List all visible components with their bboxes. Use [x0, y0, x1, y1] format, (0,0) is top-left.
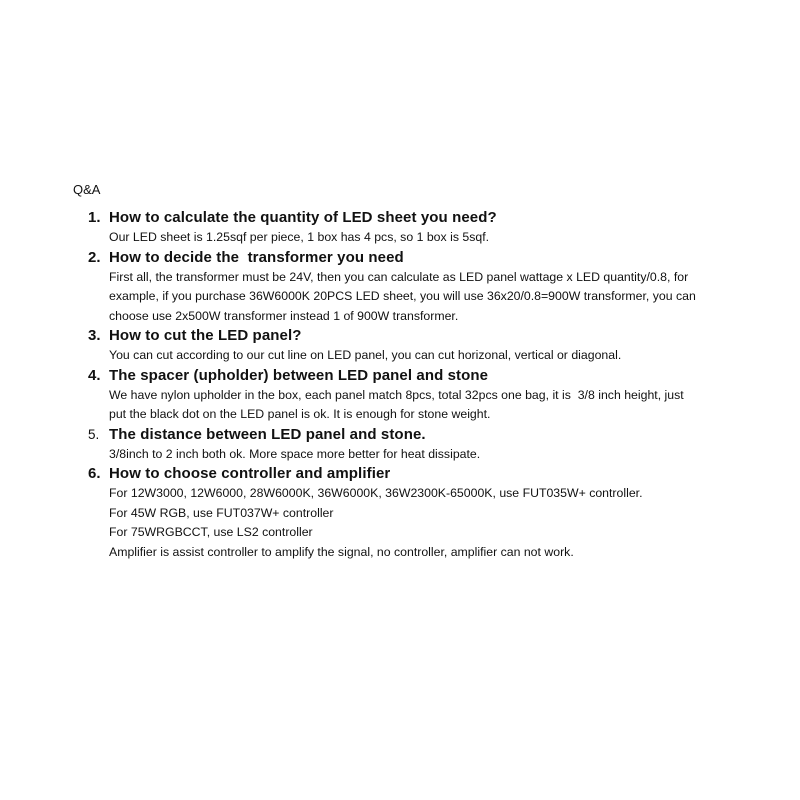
answer-text	[109, 228, 788, 248]
answer-text	[109, 484, 788, 562]
answer-line: put the black dot on the LED panel is ok. It is enough for stone weight.	[109, 407, 491, 421]
qa-item-2	[88, 248, 788, 327]
item-number: 3.	[88, 327, 101, 344]
question-title: How to calculate the quantity of LED sheet you need?	[109, 209, 497, 226]
answer-line: For 12W3000, 12W6000, 28W6000K, 36W6000K, 36W2300K-65000K, use FUT035W+ controller.	[109, 486, 643, 500]
item-number: 2.	[88, 248, 101, 266]
question-title: How to choose controller and amplifier	[109, 465, 391, 482]
question-title: The distance between LED panel and stone.	[109, 425, 426, 443]
qa-item-4	[88, 366, 788, 425]
answer-text	[109, 346, 788, 366]
answer-line: Our LED sheet is 1.25sqf per piece, 1 box has 4 pcs, so 1 box is 5sqf.	[109, 230, 490, 244]
answer-line: For 45W RGB, use FUT037W+ controller	[109, 505, 334, 520]
item-number: 1.	[88, 209, 101, 226]
question-title: How to decide the transformer you need	[109, 248, 404, 266]
item-number: 6.	[88, 465, 101, 482]
qa-item-3	[88, 326, 788, 366]
answer-line: For 75WRGBCCT, use LS2 controller	[109, 525, 313, 539]
qa-item-1	[88, 208, 788, 248]
answer-line: example, if you purchase 36W6000K 20PCS LED sheet, you will use 36x20/0.8=900W transformer, you can	[109, 289, 696, 303]
answer-line: 3/8inch to 2 inch both ok. More space more better for heat dissipate.	[109, 446, 481, 461]
answer-line: Amplifier is assist controller to amplify the signal, no controller, amplifier can not work.	[109, 544, 574, 559]
qa-item-5	[88, 425, 788, 465]
answer-text	[109, 386, 788, 425]
qa-list	[88, 208, 788, 562]
item-number: 5.	[88, 426, 100, 442]
answer-line: You can cut according to our cut line on LED panel, you can cut horizonal, vertical or diagonal.	[109, 348, 622, 362]
answer-line: choose use 2x500W transformer instead 1 of 900W transformer.	[109, 308, 459, 323]
answer-line: First all, the transformer must be 24V, then you can calculate as LED panel wattage x LED quantity/0.8, for	[109, 269, 689, 284]
qa-item-6	[88, 464, 788, 562]
answer-line: We have nylon upholder in the box, each panel match 8pcs, total 32pcs one bag, it is 3/8 inch height, just	[109, 387, 684, 402]
answer-text	[109, 268, 788, 327]
question-title: How to cut the LED panel?	[109, 327, 302, 344]
answer-text	[109, 445, 788, 465]
item-number: 4.	[88, 366, 101, 384]
qa-heading: Q&A	[73, 182, 101, 197]
question-title: The spacer (upholder) between LED panel and stone	[109, 366, 489, 384]
